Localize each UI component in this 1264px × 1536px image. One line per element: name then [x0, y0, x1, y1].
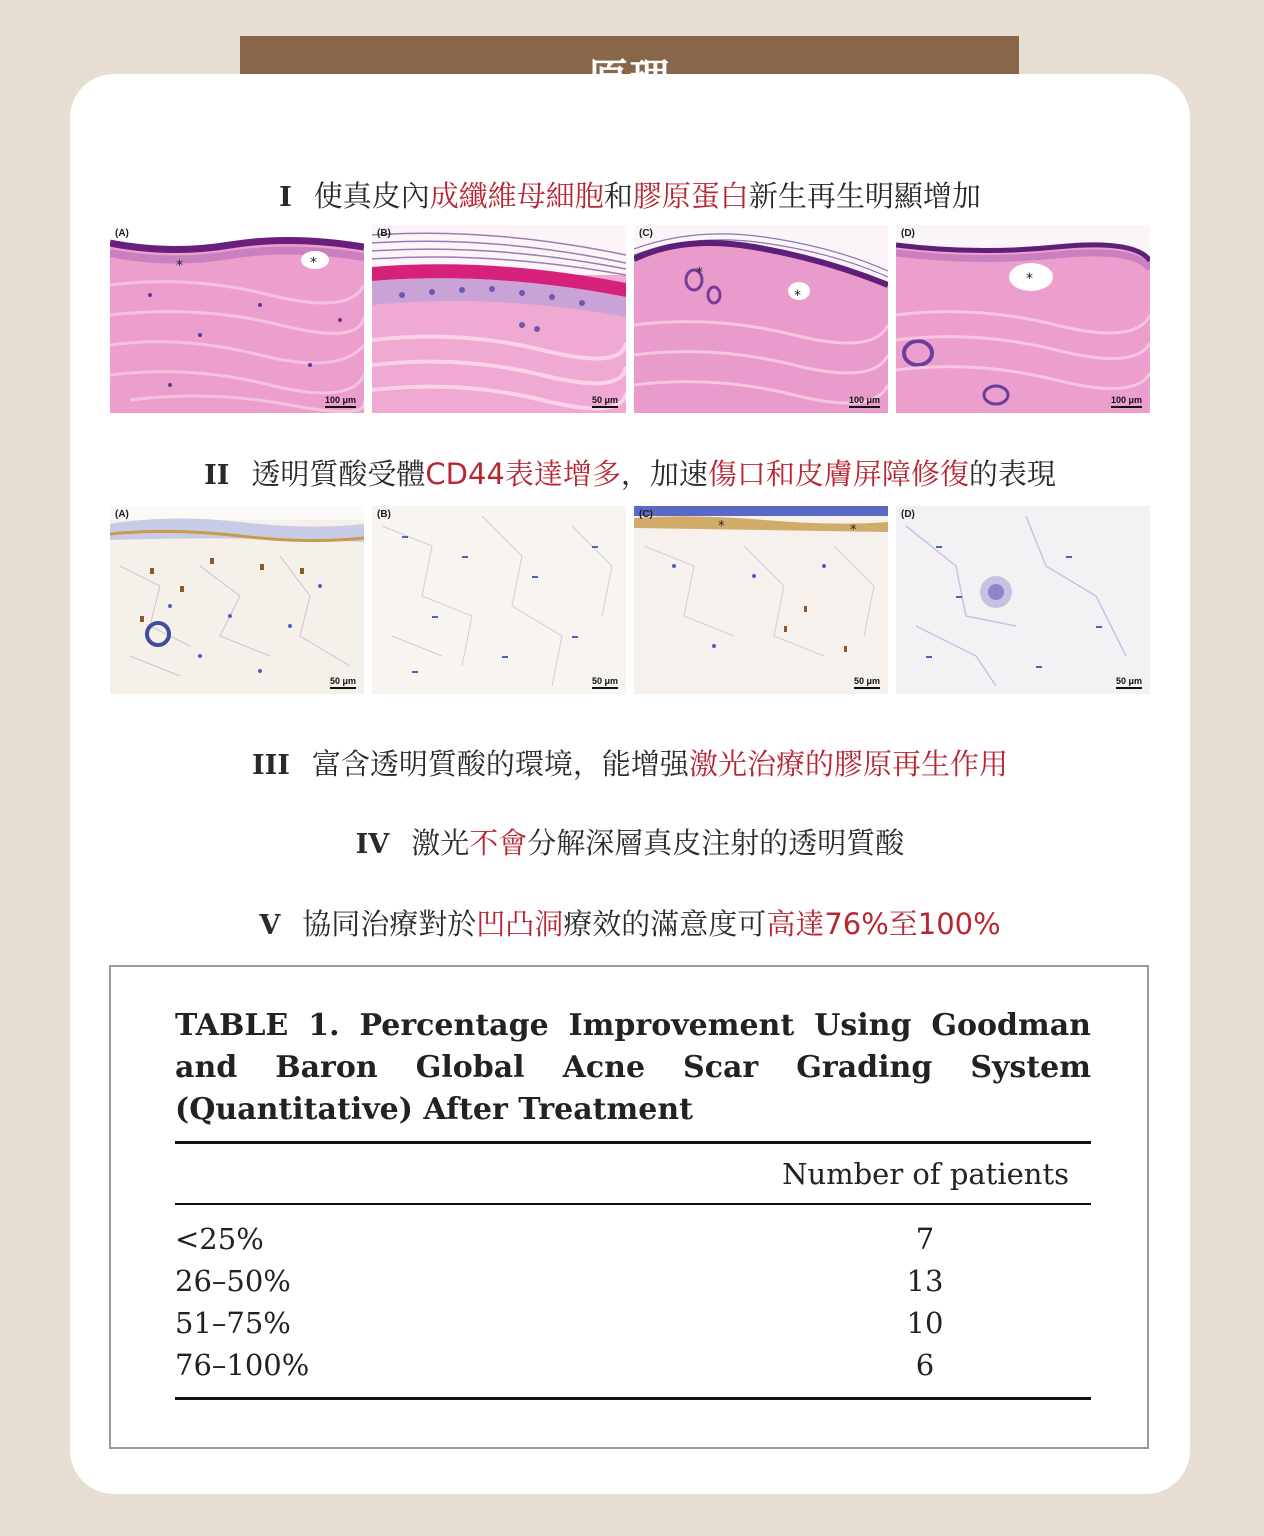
he-panel-a [110, 225, 364, 413]
section-5-text: 療效的滿意度可 [563, 907, 767, 941]
he-d-marker: * [1026, 271, 1033, 287]
table-cell-count: 7 [915, 1222, 935, 1256]
ihc-c-marker-2: * [850, 523, 857, 538]
he-panel-d-label: (D) [901, 228, 915, 239]
table-header-rule [175, 1203, 1091, 1205]
section-5-highlight: 凹凸洞 [476, 907, 564, 941]
ihc-image-c [634, 506, 888, 694]
section-2-text: ，加速 [620, 457, 708, 491]
scale-text: 100 μm [1110, 395, 1142, 405]
section-1-text: 新生再生明顯增加 [748, 179, 981, 213]
he-image-c [634, 225, 888, 413]
heading-section-3 [70, 744, 1190, 786]
ihc-panel-d-scalebar [1116, 676, 1142, 689]
scale-line [1116, 687, 1142, 689]
section-1-text: 使真皮內 [313, 179, 430, 213]
section-4-text: 分解深層真皮注射的透明質酸 [527, 826, 905, 860]
he-c-marker-2: * [794, 288, 801, 304]
section-4-text: 激光 [411, 826, 470, 860]
section-2-text: 透明質酸受體 [251, 457, 426, 491]
section-2-highlight: 傷口和皮膚屏障修復 [707, 457, 969, 491]
scale-text: 50 μm [329, 676, 356, 686]
scale-text: 100 μm [324, 395, 356, 405]
ihc-panel-b [372, 506, 626, 694]
he-panel-b-scalebar [592, 395, 618, 408]
section-5-number: V [259, 910, 281, 941]
ihc-panel-a-label: (A) [115, 509, 129, 520]
heading-section-4 [70, 823, 1190, 865]
heading-section-5 [70, 904, 1190, 946]
ihc-image-d [896, 506, 1150, 694]
heading-section-2 [70, 454, 1190, 496]
he-panel-c-scalebar [849, 395, 880, 408]
section-3-text: 富含透明質酸的環境，能增强 [311, 747, 689, 781]
heading-section-1 [70, 176, 1190, 218]
he-panel-c-label: (C) [639, 228, 653, 239]
table-row [175, 1348, 1091, 1390]
section-3-highlight: 激光治療的膠原再生作用 [688, 747, 1008, 781]
ihc-image-a [110, 506, 364, 694]
scale-line [1111, 406, 1142, 408]
table-cell-count: 6 [915, 1348, 935, 1382]
table-row [175, 1222, 1091, 1264]
ihc-panel-c-label: (C) [639, 509, 653, 520]
ihc-panel-a-scalebar [330, 676, 356, 689]
scale-text: 50 μm [1115, 676, 1142, 686]
ihc-stain-panels [110, 506, 1150, 694]
he-panel-a-label: (A) [115, 228, 129, 239]
he-panel-b [372, 225, 626, 413]
he-panel-a-scalebar [325, 395, 356, 408]
section-2-highlight: CD44表達增多 [425, 457, 621, 491]
ihc-panel-c-scalebar [854, 676, 880, 689]
section-4-highlight: 不會 [469, 826, 528, 860]
he-c-marker-1: * [696, 265, 703, 281]
table-top-rule [175, 1141, 1091, 1144]
section-4-number: IV [355, 829, 390, 860]
section-1-number: I [279, 182, 292, 213]
ihc-panel-d [896, 506, 1150, 694]
section-2-number: II [204, 460, 230, 491]
he-panel-d-scalebar [1111, 395, 1142, 408]
table-cell-range: <25% [175, 1222, 264, 1256]
table-bottom-rule [175, 1397, 1091, 1400]
ihc-panel-a [110, 506, 364, 694]
scale-line [330, 687, 356, 689]
scale-text: 50 μm [853, 676, 880, 686]
scale-text: 50 μm [591, 395, 618, 405]
table-cell-count: 13 [906, 1264, 944, 1298]
scale-line [849, 406, 880, 408]
he-panel-d [896, 225, 1150, 413]
he-image-b [372, 225, 626, 413]
he-image-a [110, 225, 364, 413]
section-1-highlight: 成纖維母細胞 [429, 179, 604, 213]
section-5-highlight: 高達76%至100% [766, 907, 1001, 941]
table-row [175, 1306, 1091, 1348]
scale-text: 50 μm [591, 676, 618, 686]
table-cell-range: 76–100% [175, 1348, 310, 1382]
section-1-highlight: 膠原蛋白 [632, 179, 749, 213]
table-cell-count: 10 [906, 1306, 944, 1340]
scale-text: 100 μm [848, 395, 880, 405]
table-column-header: Number of patients [782, 1157, 1069, 1191]
he-image-d [896, 225, 1150, 413]
table-cell-range: 51–75% [175, 1306, 291, 1340]
he-a-marker-2: * [310, 255, 317, 271]
scale-line [592, 406, 618, 408]
he-a-marker-1: * [176, 258, 183, 274]
table-row [175, 1264, 1091, 1306]
table-cell-range: 26–50% [175, 1264, 291, 1298]
section-5-text: 協同治療對於 [302, 907, 477, 941]
ihc-c-marker-1: * [718, 519, 725, 534]
ihc-panel-b-label: (B) [377, 509, 391, 520]
ihc-panel-d-label: (D) [901, 509, 915, 520]
section-2-text: 的表現 [968, 457, 1056, 491]
section-1-text: 和 [603, 179, 633, 213]
he-panel-c [634, 225, 888, 413]
scale-line [854, 687, 880, 689]
scale-line [325, 406, 356, 408]
ihc-panel-c [634, 506, 888, 694]
ihc-image-b [372, 506, 626, 694]
ihc-panel-b-scalebar [592, 676, 618, 689]
scale-line [592, 687, 618, 689]
he-panel-b-label: (B) [377, 228, 391, 239]
he-stain-panels [110, 225, 1150, 413]
section-3-number: III [252, 750, 290, 781]
table-title: TABLE 1. Percentage Improvement Using Goodman and Baron Global Acne Scar Grading System (Quantitative) After Treatment [175, 1008, 1091, 1127]
results-table [109, 965, 1149, 1449]
